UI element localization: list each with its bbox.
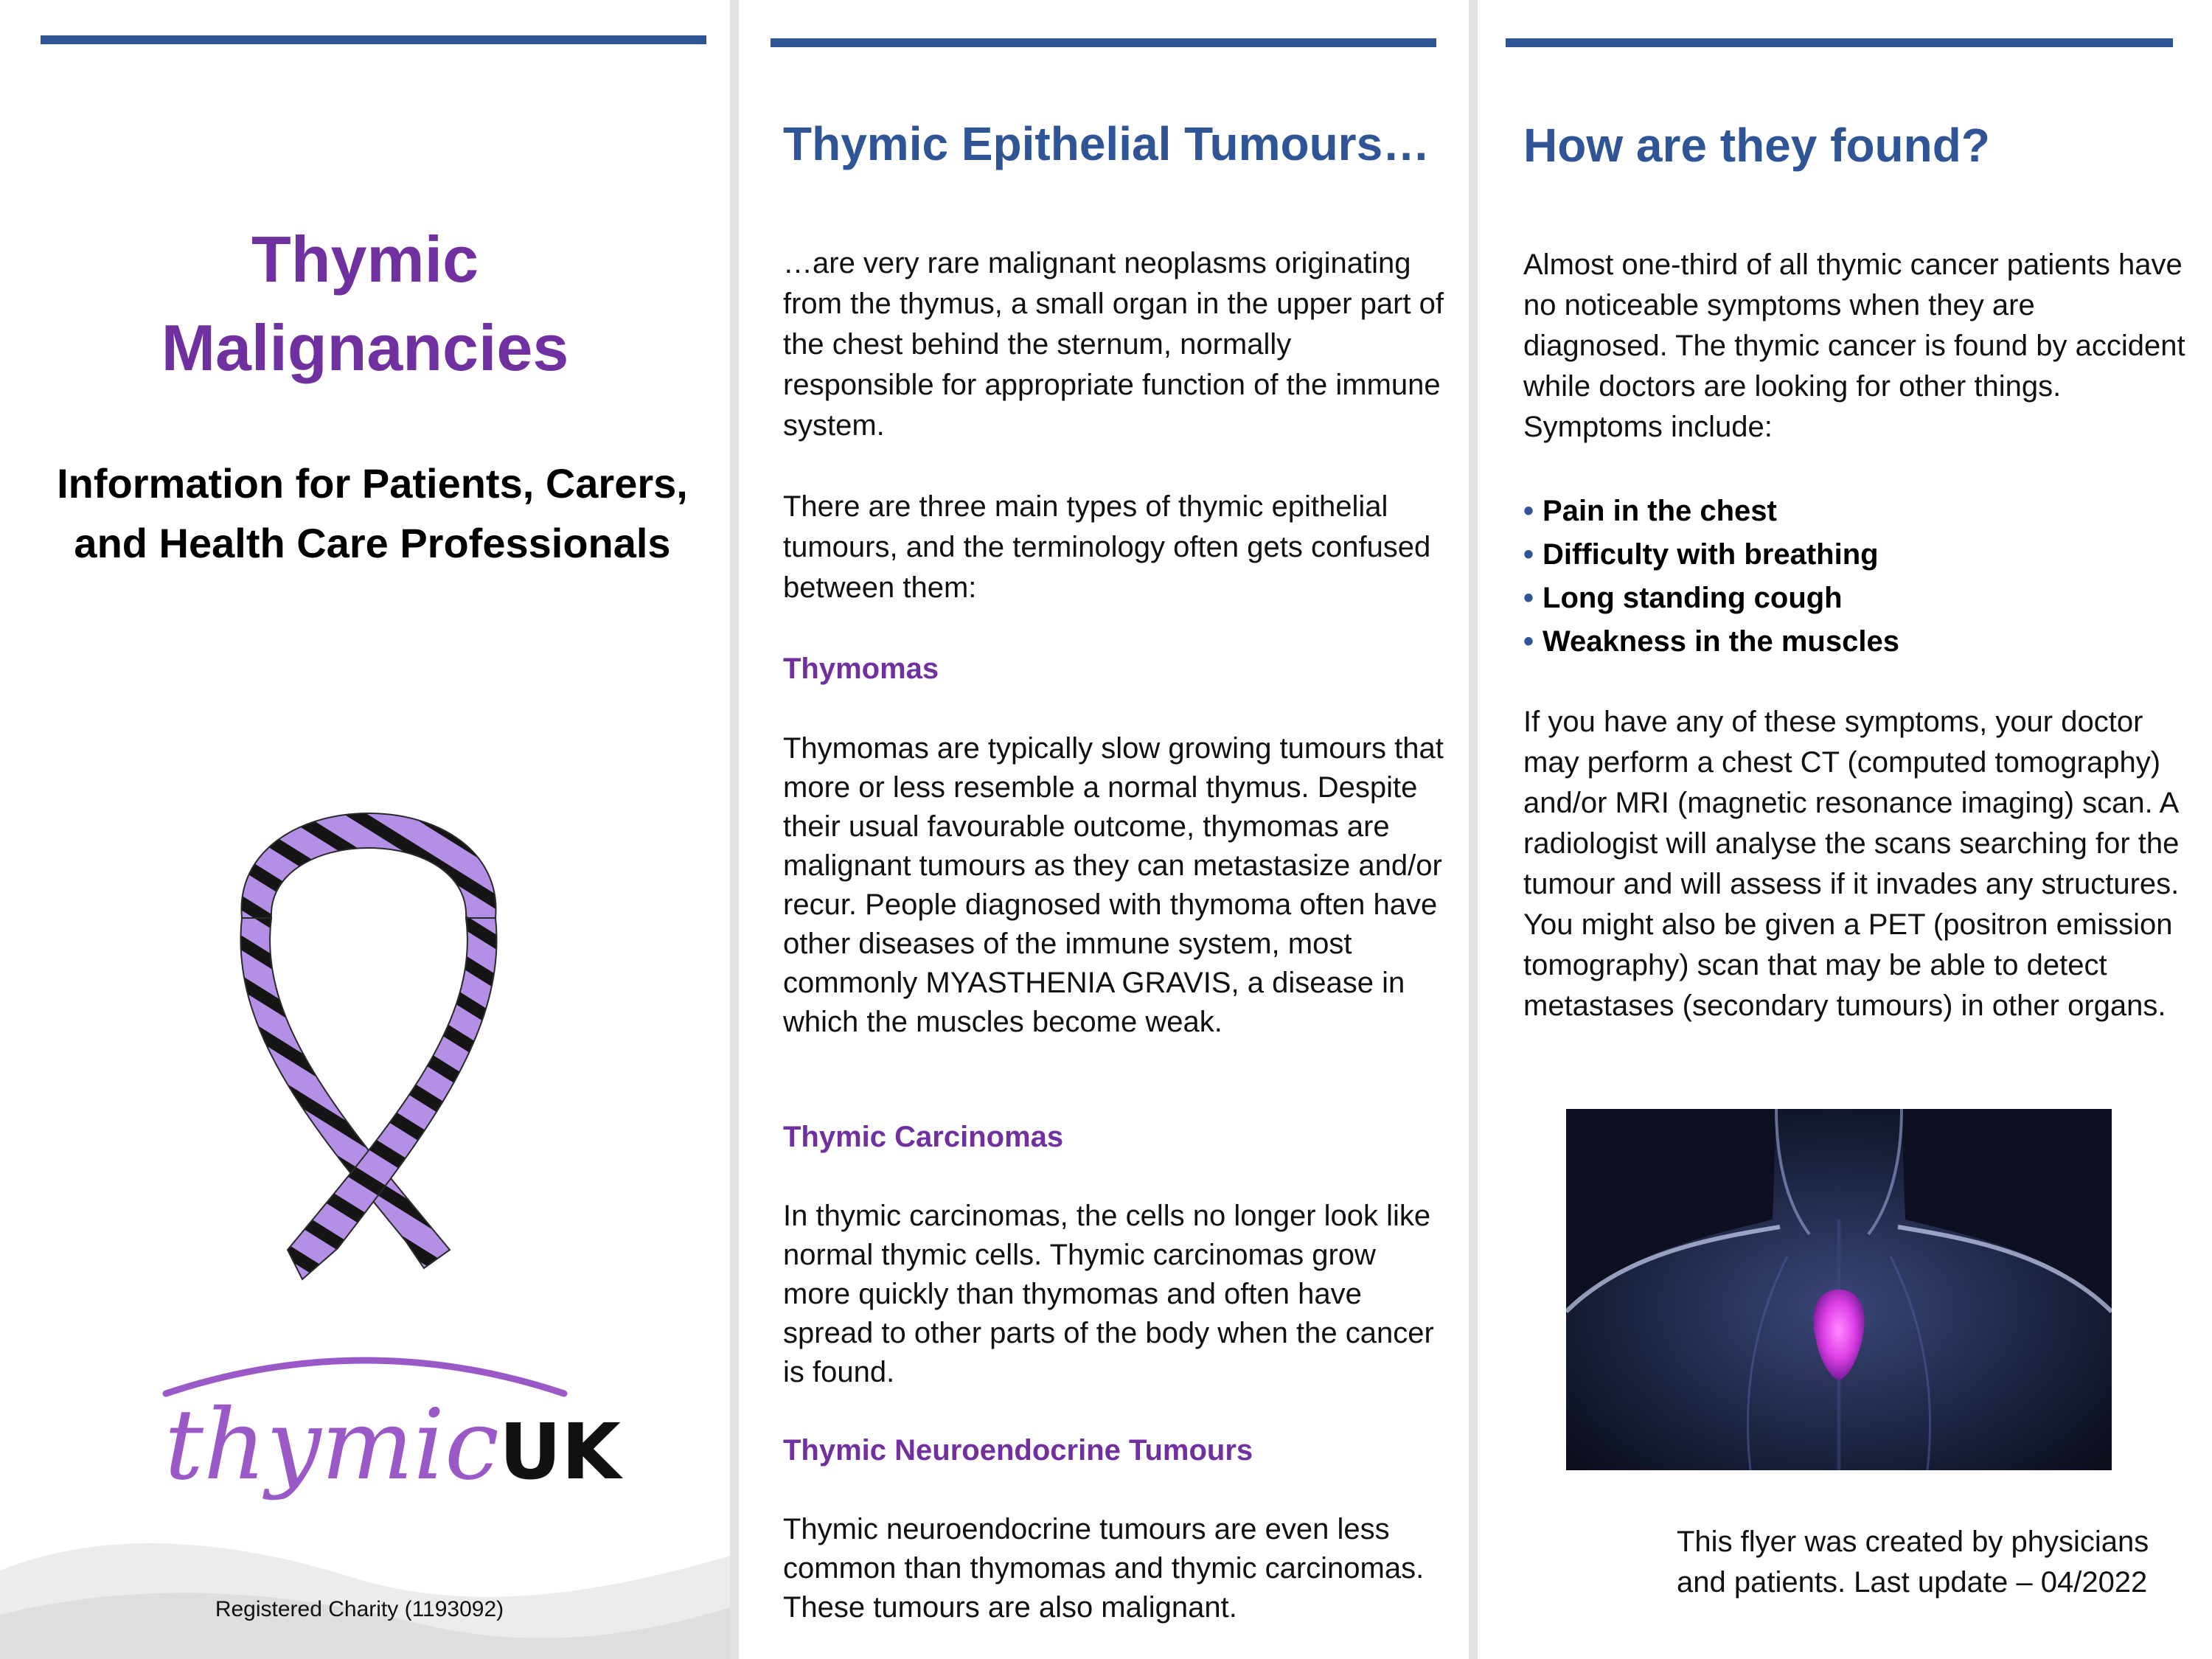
- cover-top-rule: [41, 35, 706, 44]
- cover-subtitle: Information for Patients, Carers, and Health Care Professionals: [57, 460, 688, 566]
- logo-uk-text: UK: [498, 1407, 621, 1497]
- wave-decoration: [0, 1512, 730, 1659]
- cover-title: [0, 215, 730, 392]
- list-item: [1523, 490, 1899, 533]
- intro-heading: Thymic Epithelial Tumours…: [783, 117, 1430, 170]
- diagnosis-paragraph: If you have any of these symptoms, your doctor may perform a chest CT (computed tomography) and/or MRI (magnetic resonance imaging) scan. A radiologist will analyse the scans searching for the tumour and will assess if it invades any structures. You might also be given a PET (positron emission tomography) scan that may be able to detect metastases (secondary tumours) in other organs.: [1523, 706, 2180, 1022]
- found-top-rule: [1506, 38, 2173, 47]
- symptom-text: Weakness in the muscles: [1543, 625, 1899, 658]
- logo-wordmark: [164, 1386, 621, 1511]
- symptom-text: Pain in the chest: [1543, 495, 1777, 527]
- thymomas-paragraph: Thymomas are typically slow growing tumours that more or less resemble a normal thymus. Despite their usual favourable outcome, thymomas are malignant tumours as they can metastasize and/or recur. People diagnosed with thymoma often have other diseases of the immune system, most commonly MYASTHENIA GRAVIS, a disease in which the muscles become weak.: [783, 732, 1444, 1038]
- found-paragraph: Almost one-third of all thymic cancer patients have no noticeable symptoms when they are diagnosed. The thymic cancer is found by accident while doctors are looking for other things. Symptoms include:: [1523, 248, 2185, 443]
- intro-top-rule: [771, 38, 1436, 47]
- found-panel: [1478, 0, 2212, 1659]
- neuroendocrine-paragraph: Thymic neuroendocrine tumours are even less common than thymomas and thymic carcinomas. These tumours are also malignant.: [783, 1513, 1425, 1624]
- bullet-icon: •: [1523, 625, 1534, 658]
- thymicuk-logo: [144, 1342, 621, 1534]
- logo-thymic-text: thymic: [164, 1388, 499, 1502]
- symptom-list: [1523, 490, 1899, 664]
- symptom-text: Long standing cough: [1543, 582, 1843, 614]
- found-heading: How are they found?: [1523, 119, 1990, 172]
- list-item: [1523, 577, 1899, 620]
- carcinomas-subheading: Thymic Carcinomas: [783, 1121, 1064, 1153]
- bullet-icon: •: [1523, 495, 1534, 527]
- intro-panel: [739, 0, 1469, 1659]
- cover-panel: [0, 0, 730, 1659]
- types-intro-paragraph: There are three main types of thymic epithelial tumours, and the terminology often gets confused between them:: [783, 490, 1431, 604]
- flyer-credit: This flyer was created by physicians and patients. Last update – 04/2022: [1677, 1526, 2149, 1599]
- chest-thymus-image: [1566, 1109, 2112, 1470]
- list-item: [1523, 533, 1899, 577]
- neuroendocrine-subheading: Thymic Neuroendocrine Tumours: [783, 1434, 1253, 1467]
- thymomas-subheading: Thymomas: [783, 653, 939, 685]
- intro-paragraph: …are very rare malignant neoplasms originating from the thymus, a small organ in the upper part of the chest behind the sternum, normally responsible for appropriate function of the immune system.: [783, 247, 1444, 442]
- charity-number: Registered Charity (1193092): [215, 1597, 504, 1621]
- list-item: [1523, 620, 1899, 664]
- zebra-ribbon-icon: [229, 807, 509, 1294]
- cover-title-line2: Malignancies: [161, 311, 569, 384]
- bullet-icon: •: [1523, 582, 1534, 614]
- carcinomas-paragraph: In thymic carcinomas, the cells no longer look like normal thymic cells. Thymic carcinomas grow more quickly than thymomas and often have spread to other parts of the body when the cancer is found.: [783, 1200, 1434, 1388]
- cover-title-line1: Thymic: [251, 223, 479, 296]
- bullet-icon: •: [1523, 538, 1534, 571]
- symptom-text: Difficulty with breathing: [1543, 538, 1879, 571]
